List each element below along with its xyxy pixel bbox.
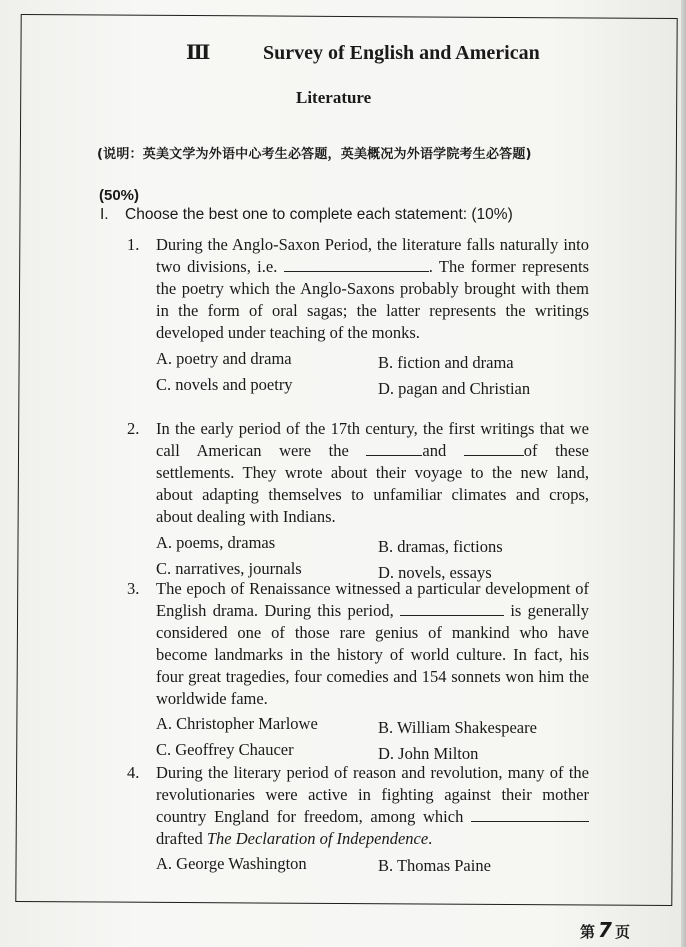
- option-a[interactable]: A. George Washington: [156, 854, 307, 873]
- question-text-part: of these settlements. They wrote about their voyage to the new land, about adapting themselves to unfamiliar climates and crops, about dealing with Indians.: [156, 441, 590, 526]
- page-number-value: 7: [598, 918, 612, 942]
- option-b[interactable]: B. Thomas Paine: [378, 856, 491, 875]
- option-c[interactable]: C. novels and poetry: [156, 375, 293, 394]
- answer-blank[interactable]: [471, 807, 589, 822]
- option-b[interactable]: B. dramas, fictions: [378, 537, 503, 556]
- answer-blank[interactable]: [284, 257, 429, 272]
- question-text-part: is generally considered one of those rare genius of mankind who have become landmarks in the history of world culture. In fact, his four great tragedies, four comedies and 154 sonnets won him the worldwide fame.: [156, 601, 589, 708]
- part-number: I.: [100, 206, 109, 223]
- question-text-part: During the Anglo-Saxon Period, the literature falls naturally into two divisions, i.e.: [156, 235, 589, 276]
- section-heading: [186, 40, 606, 65]
- section-weight: (50%): [99, 187, 140, 204]
- part-heading: [100, 206, 513, 224]
- question-4: [127, 762, 589, 877]
- question-number: 4.: [127, 763, 140, 782]
- question-text-part: drafted: [156, 829, 203, 848]
- option-d[interactable]: D. novels, essays: [378, 563, 492, 582]
- options-list: [156, 713, 589, 765]
- options-list: [156, 348, 589, 400]
- question-text-part: During the literary period of reason and revolution, many of the revolutionaries were active in fighting against their mother country England for freedom, among which: [156, 763, 589, 826]
- answer-blank[interactable]: [400, 601, 504, 616]
- section-numeral: Ⅲ: [186, 42, 211, 64]
- section-subtitle: Literature: [296, 88, 372, 107]
- options-list: [156, 532, 589, 584]
- option-a[interactable]: A. poems, dramas: [156, 533, 276, 552]
- option-c[interactable]: C. narratives, journals: [156, 559, 302, 578]
- option-d[interactable]: D. John Milton: [378, 744, 479, 763]
- option-a[interactable]: A. Christopher Marlowe: [156, 714, 318, 733]
- options-list: [156, 853, 589, 877]
- page-edge-shadow: [681, 0, 686, 947]
- question-text: [156, 234, 589, 344]
- question-text-part: . The former represents the poetry which the Anglo-Saxons probably brought with them in the form of oral sagas; the latter represents the writings developed under teaching of the monks.: [156, 257, 589, 342]
- section-title: Survey of English and American: [263, 42, 540, 64]
- question-1: [127, 234, 589, 400]
- option-d[interactable]: D. pagan and Christian: [378, 379, 531, 398]
- part-instruction: Choose the best one to complete each statement: (10%): [125, 206, 513, 223]
- question-text: [156, 418, 589, 528]
- answer-blank-1[interactable]: [366, 441, 422, 456]
- option-c[interactable]: C. Geoffrey Chaucer: [156, 740, 294, 759]
- page-prefix: 第: [580, 923, 596, 941]
- option-b[interactable]: B. fiction and drama: [378, 353, 514, 372]
- answer-blank-2[interactable]: [464, 441, 524, 456]
- question-2: [127, 418, 589, 584]
- question-3: [127, 578, 589, 765]
- question-number: 2.: [127, 419, 140, 438]
- question-text: [156, 578, 589, 710]
- question-number: 3.: [127, 579, 140, 598]
- question-text-part: .: [428, 829, 433, 848]
- question-text-part: and: [422, 441, 447, 460]
- option-a[interactable]: A. poetry and drama: [156, 349, 292, 368]
- question-text: [156, 762, 589, 850]
- question-text-part: The epoch of Renaissance witnessed a particular development of English drama. During this period,: [156, 579, 589, 620]
- page-suffix: 页: [614, 923, 630, 941]
- question-text-part: In the early period of the 17th century, the first writings that we call American were the: [156, 419, 589, 460]
- question-number: 1.: [127, 235, 140, 254]
- instruction-note: (说明：英美文学为外语中心考生必答题，英美概况为外语学院考生必答题): [97, 147, 532, 162]
- option-b[interactable]: B. William Shakespeare: [378, 718, 537, 737]
- page-number: [580, 918, 630, 942]
- document-title: The Declaration of Independence: [206, 829, 429, 848]
